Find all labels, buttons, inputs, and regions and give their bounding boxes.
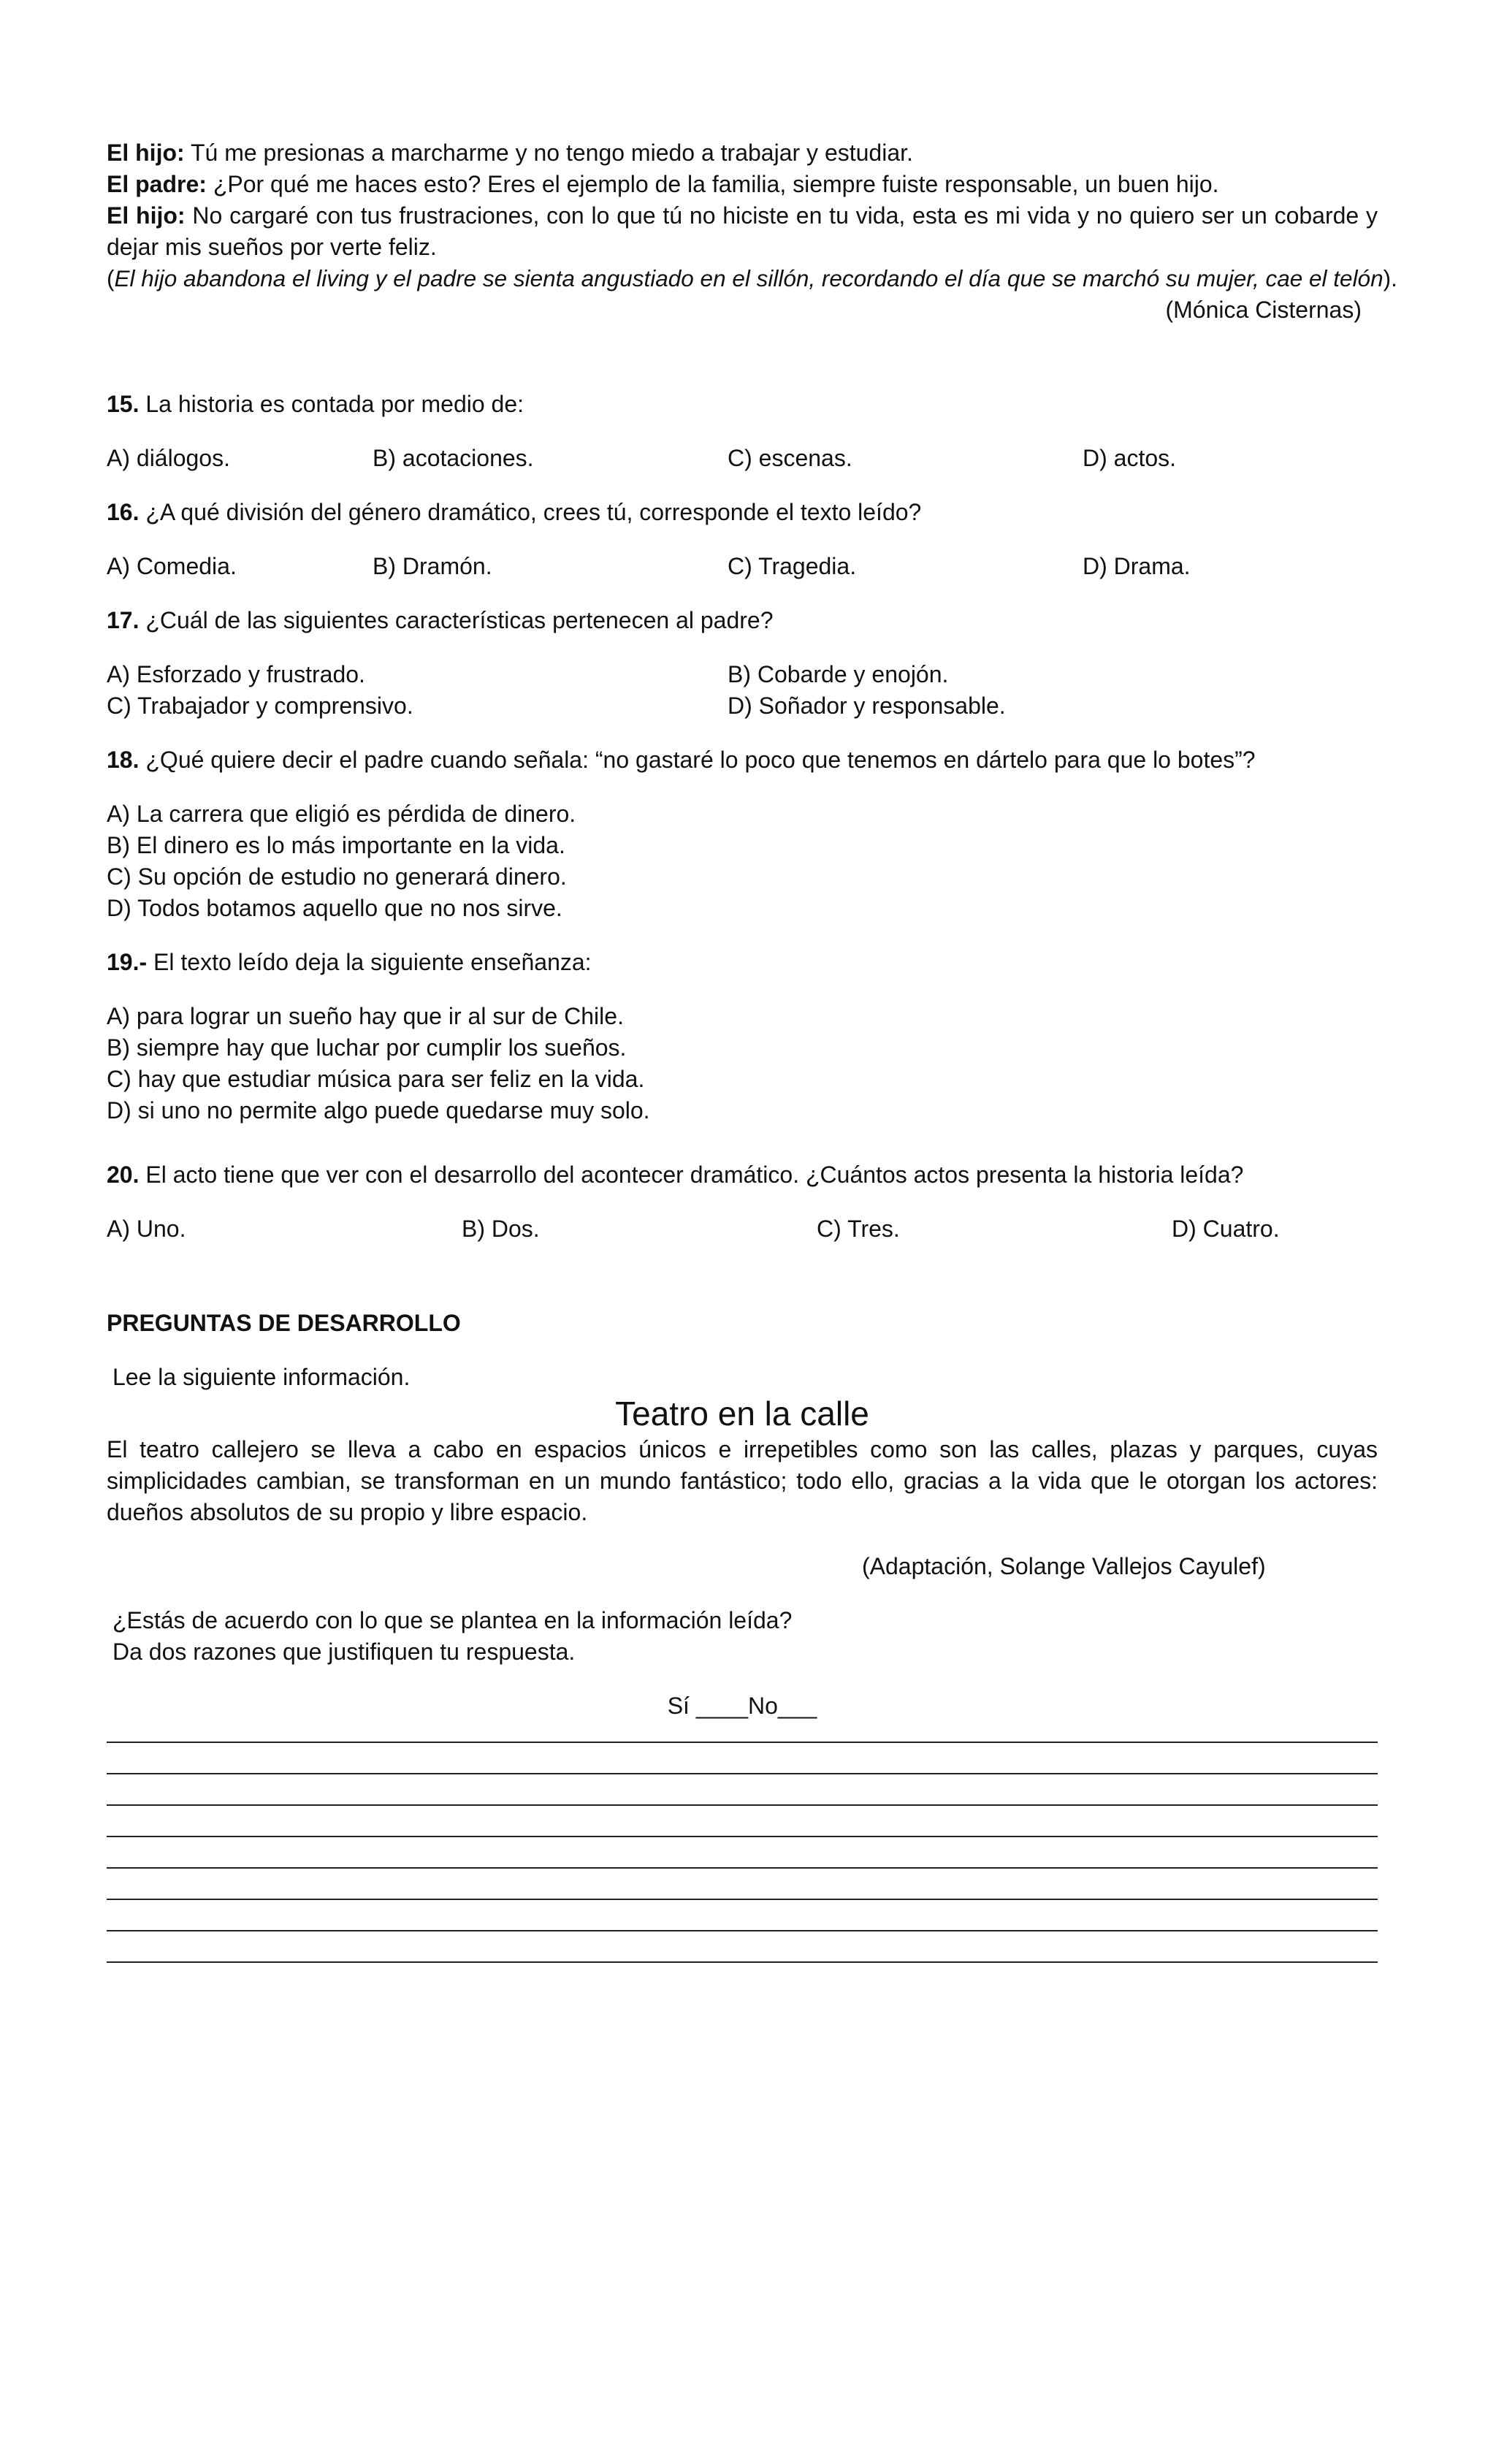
question-17: 17. ¿Cuál de las siguientes características pertenecen al padre? bbox=[107, 607, 774, 633]
reading-title: Teatro en la calle bbox=[615, 1395, 869, 1433]
option-c[interactable]: C) hay que estudiar música para ser feliz en la vida. bbox=[107, 1066, 645, 1092]
options-18 bbox=[107, 798, 1378, 924]
answer-line[interactable] bbox=[107, 1743, 1378, 1774]
option-d[interactable]: D) actos. bbox=[1083, 445, 1177, 471]
option-a[interactable]: A) Uno. bbox=[107, 1216, 186, 1242]
option-b[interactable]: B) Dramón. bbox=[373, 553, 492, 579]
option-b[interactable]: B) El dinero es lo más importante en la vida. bbox=[107, 832, 565, 858]
reading-paragraph: El teatro callejero se lleva a cabo en espacios únicos e irrepetibles como son las calles, plazas y parques, cuyas simplicidades cambian, se transforman en un mundo fantástico; todo ello, gracias a la vida que le otorgan los actores: dueños absolutos de su propio y libre espacio. bbox=[107, 1436, 1378, 1525]
dialogue-line bbox=[107, 137, 1378, 169]
options-15 bbox=[107, 443, 1378, 474]
reading-source: (Adaptación, Solange Vallejos Cayulef) bbox=[862, 1553, 1266, 1579]
answer-line[interactable] bbox=[107, 1774, 1378, 1806]
option-b[interactable]: B) acotaciones. bbox=[373, 445, 534, 471]
stage-direction: (El hijo abandona el living y el padre se sienta angustiado en el sillón, recordando el día que se marchó su mujer, cae el telón). bbox=[107, 265, 1397, 291]
stage-direction-text: El hijo abandona el living y el padre se sienta angustiado en el sillón, recordando el día que se marchó su mujer, cae el telón bbox=[114, 265, 1384, 291]
option-b[interactable]: B) Cobarde y enojón. bbox=[728, 661, 949, 687]
option-d[interactable]: D) Cuatro. bbox=[1172, 1216, 1280, 1242]
options-19 bbox=[107, 1001, 1378, 1126]
options-17 bbox=[107, 659, 1378, 722]
answer-line[interactable] bbox=[107, 1900, 1378, 1931]
option-c[interactable]: C) Tres. bbox=[817, 1216, 900, 1242]
question-16: 16. ¿A qué división del género dramático, crees tú, corresponde el texto leído? bbox=[107, 499, 922, 525]
option-a[interactable]: A) diálogos. bbox=[107, 445, 230, 471]
question-18: 18. ¿Qué quiere decir el padre cuando señala: “no gastaré lo poco que tenemos en dártelo para que lo botes”? bbox=[107, 747, 1256, 773]
option-b[interactable]: B) siempre hay que luchar por cumplir los sueños. bbox=[107, 1034, 627, 1061]
author-credit: (Mónica Cisternas) bbox=[1165, 297, 1362, 323]
question-19: 19.- El texto leído deja la siguiente enseñanza: bbox=[107, 949, 592, 975]
speaker-label: El hijo: bbox=[107, 140, 185, 166]
option-c[interactable]: C) Trabajador y comprensivo. bbox=[107, 693, 413, 719]
option-c[interactable]: C) escenas. bbox=[728, 445, 852, 471]
prompt-instruction: Da dos razones que justifiquen tu respuesta. bbox=[112, 1639, 576, 1665]
yes-no-answer[interactable]: Sí ____No___ bbox=[667, 1693, 817, 1719]
answer-line[interactable] bbox=[107, 1837, 1378, 1869]
section-heading: PREGUNTAS DE DESARROLLO bbox=[107, 1310, 461, 1336]
dialogue-line bbox=[107, 200, 1378, 263]
answer-lines bbox=[107, 1712, 1378, 1963]
option-a[interactable]: A) para lograr un sueño hay que ir al sur de Chile. bbox=[107, 1003, 624, 1029]
answer-line[interactable] bbox=[107, 1931, 1378, 1963]
option-a[interactable]: A) La carrera que eligió es pérdida de dinero. bbox=[107, 801, 576, 827]
option-b[interactable]: B) Dos. bbox=[462, 1216, 540, 1242]
option-d[interactable]: D) Todos botamos aquello que no nos sirve. bbox=[107, 895, 562, 921]
question-20: 20. El acto tiene que ver con el desarrollo del acontecer dramático. ¿Cuántos actos presenta la historia leída? bbox=[107, 1162, 1244, 1188]
options-16 bbox=[107, 551, 1378, 582]
option-a[interactable]: A) Comedia. bbox=[107, 553, 237, 579]
intro-text: Lee la siguiente información. bbox=[112, 1364, 411, 1390]
option-a[interactable]: A) Esforzado y frustrado. bbox=[107, 661, 365, 687]
prompt-question: ¿Estás de acuerdo con lo que se plantea en la información leída? bbox=[112, 1607, 793, 1633]
dialogue-text: Tú me presionas a marcharme y no tengo miedo a trabajar y estudiar. bbox=[184, 140, 913, 166]
dialogue-text: No cargaré con tus frustraciones, con lo que tú no hiciste en tu vida, esta es mi vida y no quiero ser un cobarde y dejar mis sueños por verte feliz. bbox=[107, 202, 1378, 260]
speaker-label: El hijo: bbox=[107, 202, 186, 229]
option-d[interactable]: D) Soñador y responsable. bbox=[728, 693, 1006, 719]
dialogue-block bbox=[107, 137, 1397, 326]
answer-line[interactable] bbox=[107, 1869, 1378, 1900]
options-20 bbox=[107, 1213, 1378, 1245]
dialogue-line bbox=[107, 169, 1378, 200]
option-d[interactable]: D) Drama. bbox=[1083, 553, 1191, 579]
speaker-label: El padre: bbox=[107, 171, 207, 197]
dialogue-text: ¿Por qué me haces esto? Eres el ejemplo de la familia, siempre fuiste responsable, un buen hijo. bbox=[206, 171, 1219, 197]
worksheet-page bbox=[107, 137, 1397, 1963]
option-d[interactable]: D) si uno no permite algo puede quedarse muy solo. bbox=[107, 1097, 650, 1124]
answer-line[interactable] bbox=[107, 1806, 1378, 1837]
option-c[interactable]: C) Tragedia. bbox=[728, 553, 857, 579]
option-c[interactable]: C) Su opción de estudio no generará dinero. bbox=[107, 863, 567, 890]
question-15: 15. La historia es contada por medio de: bbox=[107, 391, 524, 417]
